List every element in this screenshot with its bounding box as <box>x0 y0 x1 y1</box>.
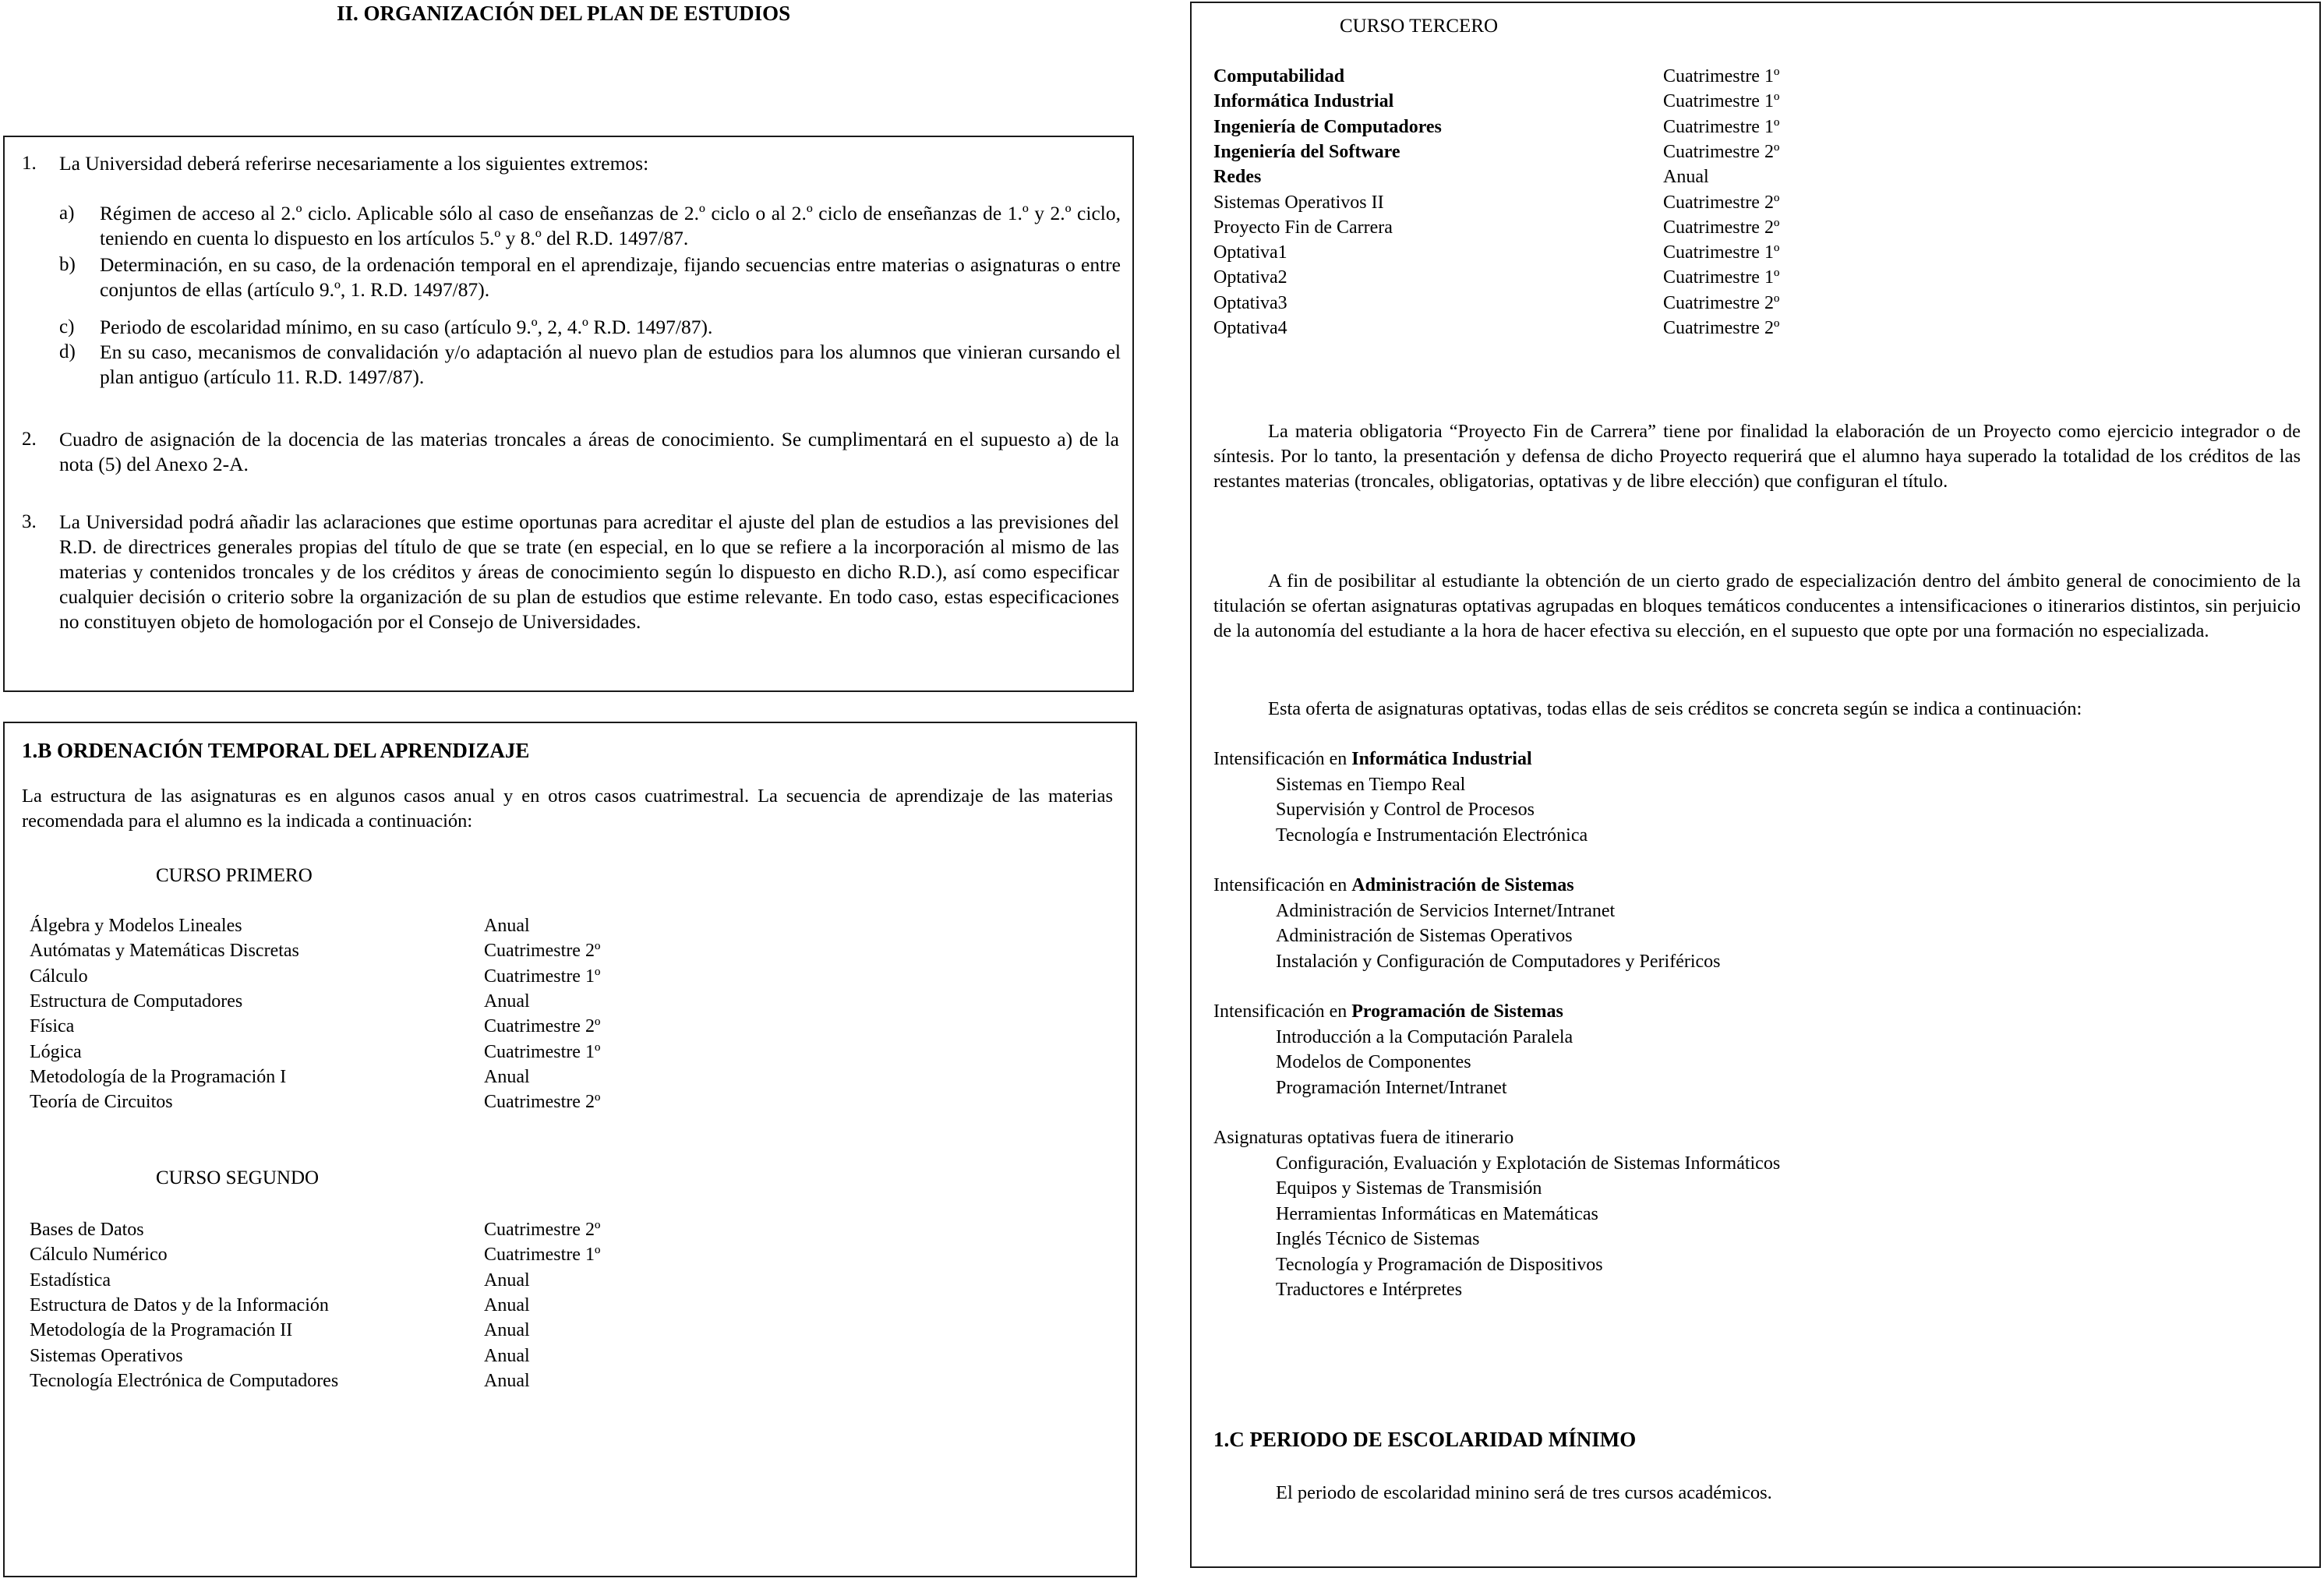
curso-tercero-box <box>1190 2 2321 1568</box>
subject-period: Cuatrimestre 2º <box>484 1092 601 1113</box>
item-number: 3. <box>22 511 37 532</box>
subject-name: Lógica <box>30 1041 82 1062</box>
table-row <box>1213 265 1993 290</box>
group-name: Programación de Sistemas <box>1351 1001 1563 1022</box>
subject-name: Sistemas Operativos II <box>1213 192 1384 213</box>
group-prefix: Intensificación en <box>1213 875 1352 895</box>
table-row <box>30 1318 653 1343</box>
table-row <box>30 938 653 963</box>
subject-name: Informática Industrial <box>1213 91 1394 112</box>
table-row <box>30 1089 653 1114</box>
subitem-letter: d) <box>59 341 76 362</box>
subject-name: Estadística <box>30 1269 111 1291</box>
table-row <box>30 1065 653 1089</box>
subject-period: Anual <box>484 1294 530 1315</box>
subject-period: Cuatrimestre 1º <box>484 966 601 987</box>
subject-name: Física <box>30 1016 75 1037</box>
table-row <box>30 989 653 1014</box>
subject-name: Ingeniería del Software <box>1213 141 1400 162</box>
subitem-text: Régimen de acceso al 2.º ciclo. Aplicable sólo al caso de enseñanzas de 2.º ciclo o al 2.º ciclo de enseñanzas de 1.º y 2.º ciclo, teniendo en cuenta lo dispuesto en los artículos 5.º y 8.º del R.D. 1497/87. <box>100 202 1121 249</box>
section-b-title: 1.B ORDENACIÓN TEMPORAL DEL APRENDIZAJE <box>22 739 530 762</box>
group-heading <box>1213 999 1563 1024</box>
subject-name: Cálculo Numérico <box>30 1245 168 1266</box>
subject-period: Cuatrimestre 1º <box>1663 242 1780 263</box>
subject-name: Estructura de Computadores <box>30 991 243 1012</box>
table-row <box>30 1014 653 1039</box>
list-item: Sistemas en Tiempo Real <box>1276 774 1466 795</box>
subject-period: Anual <box>484 1370 530 1391</box>
page-title: II. ORGANIZACIÓN DEL PLAN DE ESTUDIOS <box>337 2 791 25</box>
list-item: Tecnología y Programación de Dispositivos <box>1276 1254 1603 1275</box>
subject-name: Estructura de Datos y de la Información <box>30 1294 329 1315</box>
subject-name: Proyecto Fin de Carrera <box>1213 217 1393 238</box>
subitem-text: Periodo de escolaridad mínimo, en su caso (artículo 9.º, 2, 4.º R.D. 1497/87). <box>100 316 713 338</box>
list-item: Tecnología e Instrumentación Electrónica <box>1276 825 1588 846</box>
curso-segundo-heading: CURSO SEGUNDO <box>156 1167 320 1188</box>
item-text: Cuadro de asignación de la docencia de las materias troncales a áreas de conocimiento. Se cumplimentará en el supuesto a) de la nota (5) del Anexo 2-A. <box>59 428 1119 475</box>
subject-name: Optativa1 <box>1213 242 1287 263</box>
table-row <box>30 1293 653 1318</box>
item-number: 1. <box>22 153 37 174</box>
table-row <box>1213 316 1993 341</box>
subject-period: Anual <box>484 916 530 936</box>
table-row <box>30 1040 653 1065</box>
table-row <box>30 1344 653 1368</box>
list-item: Equipos y Sistemas de Transmisión <box>1276 1178 1542 1199</box>
subject-period: Anual <box>484 991 530 1012</box>
table-row <box>30 913 653 938</box>
subitem-text: En su caso, mecanismos de convalidación y/o adaptación al nuevo plan de estudios para los alumnos que vinieran cursando el plan antiguo (artículo 11. R.D. 1497/87). <box>100 341 1121 388</box>
subject-name: Ingeniería de Computadores <box>1213 116 1442 137</box>
oferta-paragraph: Esta oferta de asignaturas optativas, todas ellas de seis créditos se concreta según se indica a continuación: <box>1268 698 2082 719</box>
table-row <box>30 1242 653 1267</box>
subject-period: Cuatrimestre 2º <box>484 1220 601 1240</box>
subject-name: Tecnología Electrónica de Computadores <box>30 1370 339 1391</box>
subject-name: Computabilidad <box>1213 66 1345 87</box>
subject-name: Teoría de Circuitos <box>30 1092 173 1113</box>
table-row <box>1213 190 1993 215</box>
subject-name: Optativa2 <box>1213 267 1287 288</box>
list-item: Programación Internet/Intranet <box>1276 1077 1507 1098</box>
subject-name: Metodología de la Programación I <box>30 1066 287 1087</box>
table-row <box>30 1217 653 1242</box>
subitem-text: Determinación, en su caso, de la ordenación temporal en el aprendizaje, fijando secuencias entre materias o asignaturas o entre conjuntos de ellas (artículo 9.º, 1. R.D. 1497/87). <box>100 253 1121 301</box>
section-c-text: El periodo de escolaridad minino será de tres cursos académicos. <box>1276 1482 1772 1503</box>
table-row <box>30 1368 653 1393</box>
subject-period: Cuatrimestre 1º <box>1663 91 1780 112</box>
subject-name: Optativa3 <box>1213 292 1287 313</box>
subject-period: Cuatrimestre 2º <box>1663 192 1780 213</box>
subject-period: Cuatrimestre 1º <box>1663 66 1780 87</box>
list-item: Introducción a la Computación Paralela <box>1276 1026 1573 1047</box>
subitem-letter: c) <box>59 316 75 337</box>
group-heading <box>1213 747 1532 772</box>
list-item: Instalación y Configuración de Computadores y Periféricos <box>1276 951 1721 972</box>
subject-name: Bases de Datos <box>30 1220 144 1240</box>
subject-name: Sistemas Operativos <box>30 1345 183 1366</box>
subject-name: Álgebra y Modelos Lineales <box>30 916 242 936</box>
subject-period: Anual <box>484 1320 530 1341</box>
subject-period: Anual <box>484 1269 530 1291</box>
subject-name: Metodología de la Programación II <box>30 1320 293 1341</box>
table-row <box>1213 215 1993 240</box>
item-number: 2. <box>22 429 37 450</box>
group-prefix: Asignaturas optativas fuera de itinerario <box>1213 1128 1514 1148</box>
list-item: Inglés Técnico de Sistemas <box>1276 1229 1480 1249</box>
especializacion-paragraph: A fin de posibilitar al estudiante la obtención de un cierto grado de especialización dentro del ámbito general de conocimiento de la titulación se ofertan asignaturas optativas agrupadas en bloques temáticos conducentes a intensificaciones o itinerarios distintos, sin perjuicio de la autonomía del estudiante a la hora de hacer efectiva su elección, en el supuesto que opte por una formación no especializada. <box>1213 570 2301 641</box>
subject-period: Cuatrimestre 2º <box>484 1016 601 1037</box>
table-row <box>1213 240 1993 265</box>
subject-period: Cuatrimestre 2º <box>1663 217 1780 238</box>
curso-primero-heading: CURSO PRIMERO <box>156 865 313 886</box>
table-row <box>1213 64 1993 89</box>
subject-period: Anual <box>1663 167 1709 188</box>
subject-period: Anual <box>484 1066 530 1087</box>
subject-name: Redes <box>1213 167 1262 188</box>
section-b-intro: La estructura de las asignaturas es en algunos casos anual y en otros casos cuatrimestral. La secuencia de aprendizaje de las materias recomendada para el alumno es la indicada a continuación: <box>22 786 1113 832</box>
table-row <box>1213 164 1993 189</box>
table-row <box>1213 115 1993 139</box>
subject-period: Cuatrimestre 1º <box>1663 116 1780 137</box>
temporal-order-box <box>3 722 1137 1577</box>
subject-period: Cuatrimestre 2º <box>484 941 601 962</box>
group-heading <box>1213 1125 1513 1150</box>
subject-period: Anual <box>484 1345 530 1366</box>
subject-name: Cálculo <box>30 966 88 987</box>
curso-tercero-heading: CURSO TERCERO <box>1340 16 1499 37</box>
requirements-box <box>3 136 1134 692</box>
list-item: Administración de Sistemas Operativos <box>1276 926 1573 946</box>
list-item: Configuración, Evaluación y Explotación de Sistemas Informáticos <box>1276 1153 1781 1174</box>
list-item: Traductores e Intérpretes <box>1276 1280 1463 1300</box>
subject-name: Autómatas y Matemáticas Discretas <box>30 941 299 962</box>
subject-period: Cuatrimestre 2º <box>1663 292 1780 313</box>
list-item: Supervisión y Control de Procesos <box>1276 800 1535 820</box>
subject-period: Cuatrimestre 2º <box>1663 318 1780 338</box>
group-name: Administración de Sistemas <box>1351 875 1574 895</box>
subitem-letter: b) <box>59 254 76 275</box>
group-name: Informática Industrial <box>1351 749 1532 769</box>
table-row <box>30 964 653 989</box>
group-prefix: Intensificación en <box>1213 749 1352 769</box>
subject-period: Cuatrimestre 1º <box>1663 267 1780 288</box>
list-item: Administración de Servicios Internet/Intranet <box>1276 900 1616 921</box>
subitem-letter: a) <box>59 203 75 224</box>
subject-name: Optativa4 <box>1213 318 1287 338</box>
table-row <box>1213 291 1993 316</box>
item-text: La Universidad deberá referirse necesariamente a los siguientes extremos: <box>59 152 649 175</box>
subject-period: Cuatrimestre 1º <box>484 1041 601 1062</box>
list-item: Modelos de Componentes <box>1276 1052 1471 1072</box>
subject-period: Cuatrimestre 2º <box>1663 141 1780 162</box>
proyecto-paragraph: La materia obligatoria “Proyecto Fin de Carrera” tiene por finalidad la elaboración de un Proyecto como ejercicio integrador o de síntesis. Por lo tanto, la presentación y defensa de dicho Proyecto requerirá que el alumno haya superado la totalidad de los créditos de las restantes materias (troncales, obligatorias, optativas y de libre elección) que configuran el título. <box>1213 421 2301 492</box>
group-heading <box>1213 873 1574 898</box>
list-item: Herramientas Informáticas en Matemáticas <box>1276 1203 1598 1224</box>
section-c-title: 1.C PERIODO DE ESCOLARIDAD MÍNIMO <box>1213 1428 1637 1451</box>
item-text: La Universidad podrá añadir las aclaraciones que estime oportunas para acreditar el ajuste del plan de estudios a las previsiones del R.D. de directrices generales propias del título de que se trate (en especial, en lo que se refiere a la incorporación al mismo de las materias y contenidos troncales y de los créditos y áreas de conocimiento según lo dispuesto en dicho R.D.), así como especificar cualquier decisión o criterio sobre la organización de su plan de estudios que estime relevante. En todo caso, estas especificaciones no constituyen objeto de homologación por el Consejo de Universidades. <box>59 510 1119 633</box>
subject-period: Cuatrimestre 1º <box>484 1245 601 1266</box>
table-row <box>30 1268 653 1293</box>
table-row <box>1213 139 1993 164</box>
table-row <box>1213 89 1993 114</box>
group-prefix: Intensificación en <box>1213 1001 1352 1022</box>
